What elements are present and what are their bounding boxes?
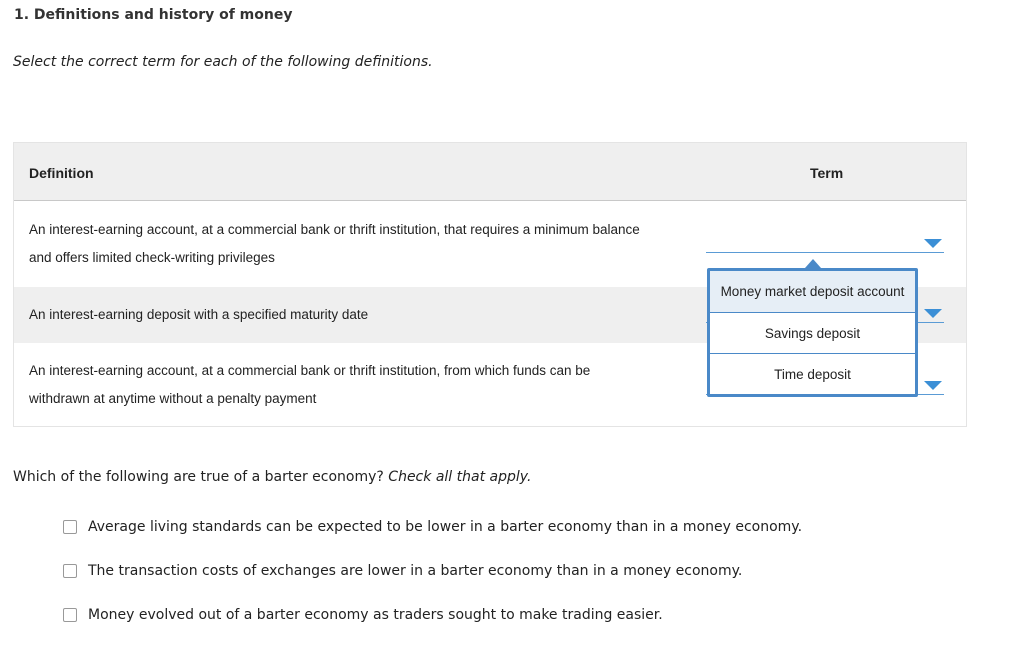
definition-text: An interest-earning account, at a commercial bank or thrift institution, that requires a minimum balance and offers limited check-writing privileges	[29, 222, 640, 265]
question-title: 1. Definitions and history of money	[14, 7, 293, 23]
table-header	[14, 143, 966, 201]
dropdown-pointer-icon	[805, 259, 821, 268]
checkbox[interactable]	[63, 608, 77, 622]
choice-label: Average living standards can be expected to be lower in a barter economy than in a money economy.	[88, 519, 803, 535]
instructions-text: Select the correct term for each of the following definitions.	[13, 54, 433, 70]
chevron-down-icon[interactable]	[924, 309, 942, 318]
chevron-down-icon[interactable]	[924, 239, 942, 248]
header-term: Term	[810, 165, 844, 181]
choice-label: Money evolved out of a barter economy as traders sought to make trading easier.	[88, 607, 663, 623]
definition-text: An interest-earning deposit with a specified maturity date	[29, 307, 369, 322]
term-dropdown-menu	[707, 268, 918, 397]
term-select[interactable]	[706, 229, 944, 253]
question-hint: Check all that apply.	[388, 469, 532, 485]
checkbox[interactable]	[63, 520, 77, 534]
chevron-down-icon[interactable]	[924, 381, 942, 390]
header-definition: Definition	[29, 165, 94, 181]
choice-label: The transaction costs of exchanges are lower in a barter economy than in a money economy.	[88, 563, 743, 579]
checkbox[interactable]	[63, 564, 77, 578]
barter-question: Which of the following are true of a barter economy? Check all that apply.	[13, 469, 532, 485]
dropdown-option-savings[interactable]: Savings deposit	[710, 313, 915, 354]
dropdown-option-money-market[interactable]: Money market deposit account	[710, 271, 915, 313]
dropdown-option-time[interactable]: Time deposit	[774, 367, 851, 382]
definition-text: An interest-earning account, at a commercial bank or thrift institution, from which funds can be withdrawn at anytime without a penalty payment	[29, 363, 591, 406]
